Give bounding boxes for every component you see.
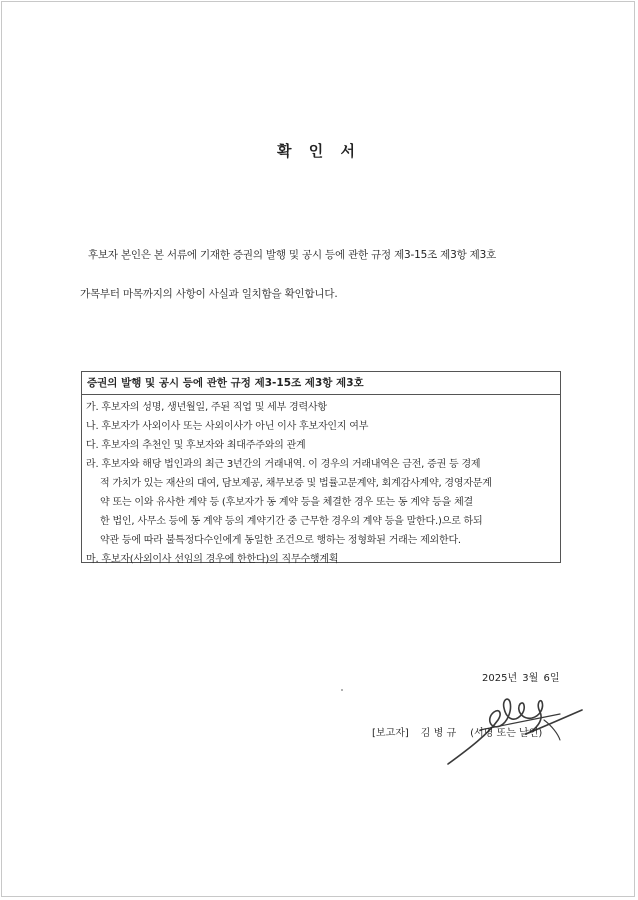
intro-text-line-1: 후보자 본인은 본 서류에 기재한 증권의 발행 및 공시 등에 관한 규정 제3-15조 제3항 제3호 [88,249,497,261]
regulation-header: 증권의 발행 및 공시 등에 관한 규정 제3-15조 제3항 제3호 [82,372,560,395]
regulation-item-ra-cont-1: 적 가치가 있는 재산의 대여, 담보제공, 채무보증 및 법률고문계약, 회계감사계약, 경영자문계 [100,478,492,489]
regulation-item-ga: 가. 후보자의 성명, 생년월일, 주된 직업 및 세부 경력사항 [86,402,327,413]
intro-text-line-2: 가목부터 마목까지의 사항이 사실과 일치함을 확인합니다. [80,288,338,300]
date-day: 6일 [543,673,560,684]
regulation-item-ma: 마. 후보자(사외이사 선임의 경우에 한한다)의 직무수행계획 [86,554,339,565]
regulation-item-ra-cont-3: 한 법인, 사무소 등에 동 계약 등의 계약기간 중 근무한 경우의 계약 등을 말한다.)으로 하되 [100,516,483,527]
regulation-item-da: 다. 후보자의 추천인 및 후보자와 최대주주와의 관계 [86,440,306,451]
signer-role-label: [보고자] [372,728,409,739]
regulation-item-ra: 라. 후보자와 해당 법인과의 최근 3년간의 거래내역. 이 경우의 거래내역은 금전, 증권 등 경제 [86,459,481,470]
signer-sign-note: (서명 또는 날인) [470,728,543,739]
regulation-item-ra-cont-4: 약관 등에 따라 불특정다수인에게 동일한 조건으로 행하는 정형화된 거래는 제외한다. [100,535,461,546]
regulation-box [81,371,561,563]
regulation-item-ra-cont-2: 약 또는 이와 유사한 계약 등 (후보자가 동 계약 등을 체결한 경우 또는 동 계약 등을 체결 [100,497,474,508]
date-month: 3월 [522,673,539,684]
date-year: 2025년 [482,673,518,684]
regulation-list [82,395,560,569]
document-date [482,669,562,684]
signer-line [372,724,542,739]
scan-speck [341,689,343,691]
document-title: 확 인 서 [277,142,361,160]
regulation-item-na: 나. 후보자가 사외이사 또는 사외이사가 아닌 이사 후보자인지 여부 [86,421,369,432]
signer-name: 김 병 규 [420,728,457,739]
